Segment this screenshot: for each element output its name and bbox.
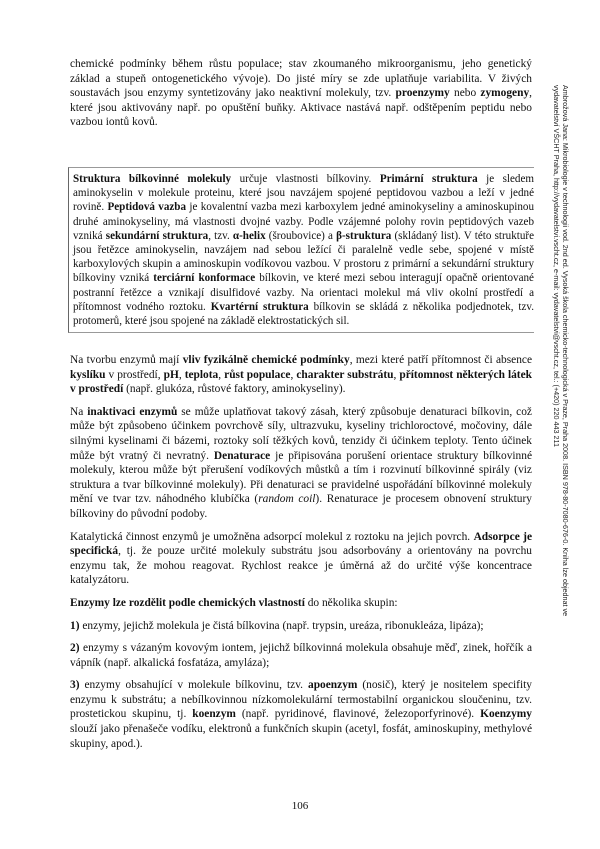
text: Na tvorbu enzymů mají xyxy=(70,354,183,366)
term: pH xyxy=(163,368,179,381)
list-number: 1) xyxy=(70,619,80,632)
text: bílkovin se skládá z několika podjednotek, tzv. protomerů, které jsou spojené na základě elektrostatických sil. xyxy=(73,300,534,328)
text: do několika skupin: xyxy=(304,596,398,609)
text: určuje vlastnosti bílkoviny. xyxy=(231,173,380,185)
term: sekundární struktura xyxy=(105,229,209,242)
inactivation-paragraph xyxy=(70,405,532,522)
term: Adsorpce je specifická xyxy=(70,530,532,558)
structure-box xyxy=(68,167,534,333)
term: teplota xyxy=(184,368,219,381)
citation-text: Ambrožová Jana: Mikrobiologie v technologii vod. 2nd ed. Vysoká škola chemicko-technologická v Praze, Praha 2008. ISBN 978-80-7080-676-0. Kniha lze objednat ve vydavatelství VŠCHT Praha, http://vydavatelstvi.vscht.cz, e-mail: vydavatelstvi@vscht.cz, tel.: (+420) 220 443 211 xyxy=(552,85,570,617)
text: (šroubovice) a xyxy=(265,229,337,242)
term: Denaturace xyxy=(213,449,271,462)
text: bílkovin, ve které mezi sebou interagují opačně orientované postranní řetězce a vznikají disulfidové vazby. Na orientaci molekul má vliv okolní prostředí a přítomnost vodného roztoku. xyxy=(73,272,534,313)
text: ). Renaturace je procesem obnovení struktury bílkoviny do původní podoby. xyxy=(70,493,532,520)
intro-section xyxy=(70,57,532,130)
catalysis-paragraph xyxy=(70,530,532,588)
text: se může uplatňovat takový zásah, který způsobuje denaturaci bílkovin, což může být způsobeno účinkem povrchově síly, ultrazvuku, kyseliny trichloroctové, močoviny, dále silnými kyselinami či bázemi, roztoky solí těžkých kovů, tenzidy či účinkem teploty. Tento účinek může být vratný či nevratný. xyxy=(70,405,532,462)
text: , xyxy=(218,368,225,381)
text: , xyxy=(393,368,400,381)
term: Struktura bílkovinné molekuly xyxy=(73,173,232,185)
text: , mezi které patří přítomnost či absence xyxy=(349,354,532,366)
term: vliv fyzikálně chemické podmínky xyxy=(182,354,350,366)
term: kyslíku xyxy=(70,368,106,381)
text: nebo xyxy=(449,87,481,100)
term: růst populace xyxy=(224,368,291,381)
list-item xyxy=(70,678,532,751)
classification-heading xyxy=(70,596,532,611)
term: α-helix xyxy=(232,229,266,242)
term: apoenzym xyxy=(308,679,358,692)
term: β-struktura xyxy=(336,229,392,242)
term: Enzymy lze rozdělit podle chemických vlastností xyxy=(70,596,305,609)
term: inaktivaci enzymů xyxy=(87,405,178,418)
term: přítomnost některých látek v prostředí xyxy=(70,368,532,396)
term-proenzymy: proenzymy xyxy=(395,87,450,100)
text: , xyxy=(178,368,185,381)
text: Katalytická činnost enzymů je umožněna adsorpcí molekul z roztoku na jejich povrch. xyxy=(70,530,474,543)
text: chemické podmínky během růstu populace; stav zkoumaného mikroorganismu, jeho genetický základ a stupeň ontogenetického vývoje). Do jisté míry se zde uplatňuje variabilita. V živých soustavách jsou enzymy syntetizovány jako neaktivní molekuly, tzv. xyxy=(70,58,532,100)
text: , které jsou aktivovány např. po opuštění buňky. Aktivace nastává např. odštěpením peptidu nebo vazbou iontů kovů. xyxy=(70,87,532,129)
list-item xyxy=(70,619,532,634)
intro-paragraph xyxy=(70,57,532,130)
conditions-paragraph xyxy=(70,353,532,397)
text: enzymy obsahující v molekule bílkovinu, tzv. xyxy=(79,679,309,692)
text: v prostředí, xyxy=(105,368,164,381)
term: Koenzymy xyxy=(480,708,532,721)
text: (např. pyridinové, flavinové, železoporfyrinové). xyxy=(235,708,481,721)
text: (nosič), který je nositelem specifity enzymu k substrátu; a nebílkovinnou nízkomolekulární termostabilní organickou sloučeninu, tzv. prostetickou skupinu, tj. xyxy=(70,679,532,721)
term-zymogeny: zymogeny xyxy=(480,87,530,100)
term: Primární struktura xyxy=(379,173,478,185)
page-number: 106 xyxy=(291,800,309,812)
term-italic: random coil xyxy=(258,493,316,506)
structure-paragraph xyxy=(73,172,534,328)
text: enzymy, jejichž molekula je čistá bílkovina (např. trypsin, ureáza, ribonukleáza, lipáza); xyxy=(79,619,484,632)
text: (např. glukóza, růstové faktory, aminokyseliny). xyxy=(123,383,346,396)
main-section xyxy=(70,353,532,759)
text: (skládaný list). V této struktuře jsou řetězce aminokyselin, navzájem nad sebou ležící či paralelně vedle sebe, spojené v místě karboxylových skupin a aminoskupin vodíkovou vazbou. V prostoru z primární a sekundární struktury bílkoviny vzniká xyxy=(73,229,534,285)
text: , tj. že pouze určité molekuly substrátu jsou adsorbovány a orientovány na povrchu enzymu tak, že mohou reagovat. Rychlost reakce je úměrná až do určité výše koncentrace katalyzátoru. xyxy=(70,545,532,587)
text: je kovalentní vazba mezi karboxylem jedné aminokyseliny a aminoskupinou druhé aminokyseliny, má vlastnosti dvojné vazby. Podle vzájemné polohy rovin peptidových vazeb vzniká xyxy=(73,201,535,242)
text: slouží jako přenašeče vodíku, elektronů a funkčních skupin (acetyl, fosfát, aminoskupiny, methylové skupiny, apod.). xyxy=(70,723,532,750)
term: terciární konformace xyxy=(153,272,256,285)
term: charakter substrátu xyxy=(296,368,394,381)
text: enzymy s vázaným kovovým iontem, jejichž bílkovinná molekula obsahuje měď, zinek, hořčík a vápník (např. alkalická fosfatáza, amyláza); xyxy=(70,642,532,669)
list-number: 3) xyxy=(70,679,80,692)
list-number: 2) xyxy=(70,642,80,655)
text: je připisována porušení orientace struktury bílkovinné molekuly, kterou může být přerušení vodíkových můstků a tím i rozvinutí bílkovinné spirály (viz struktura a tvar bílkovinné molekuly). Při denaturaci se pravidelné uspořádání bílkovinné molekuly mění ve tvar tzv. náhodného klubíčka ( xyxy=(70,449,532,506)
text: , tzv. xyxy=(208,229,233,242)
term: Peptidová vazba xyxy=(107,201,187,214)
text: je sledem aminokyselin v molekule proteinu, které jsou navzájem spojené peptidovou vazbou a leží v jedné rovině. xyxy=(73,173,535,214)
term: koenzym xyxy=(192,708,236,721)
text: Na xyxy=(70,405,88,418)
term: Kvartérní struktura xyxy=(210,300,309,313)
text: , xyxy=(290,368,297,381)
citation-sidebar xyxy=(548,85,570,625)
list-item xyxy=(70,641,532,670)
